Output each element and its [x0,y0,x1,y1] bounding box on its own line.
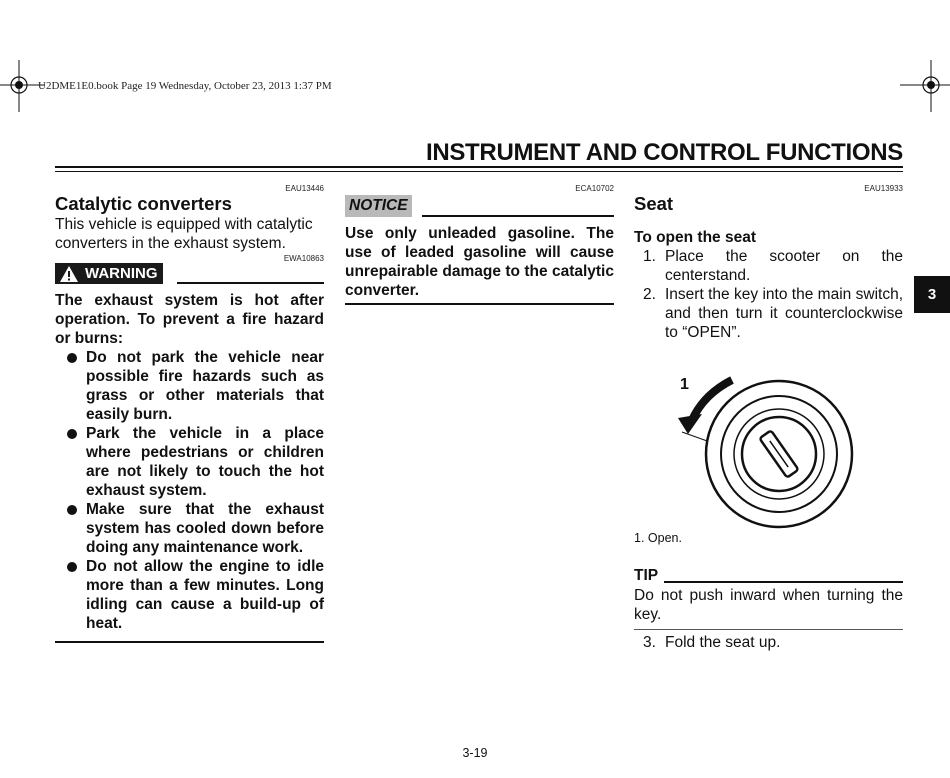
middle-column [345,184,614,300]
warning-bullet [55,500,324,557]
left-column [55,184,324,633]
section-title: INSTRUMENT AND CONTROL FUNCTIONS [425,139,903,166]
warning-lead: The exhaust system is hot after operation. To prevent a fire hazard or burns: [55,292,324,347]
notice-badge: NOTICE [345,195,412,217]
bullet-text: Do not park the vehicle near possible fire hazards such as grass or other materials that easily burn. [86,349,324,423]
section-code: EAU13446 [285,184,324,193]
step-number: 1. [643,248,656,265]
page-number: 3-19 [462,746,488,760]
warning-header [55,263,324,287]
header-rule [55,166,903,168]
notice-code: ECA10702 [575,184,614,193]
bullet-dot-icon [67,562,77,572]
tip-text: Do not push inward when turning the key. [634,587,903,623]
step-item [634,285,903,342]
arrow-head-icon [678,414,702,434]
key-switch-figure [664,362,854,532]
seat-code: EAU13933 [864,184,903,193]
warning-code: EWA10863 [283,254,324,263]
bullet-text: Do not allow the engine to idle more than a few minutes. Long idling can cause a build-up of heat. [86,558,324,632]
bullet-text: Park the vehicle in a place where pedestrians or children are not likely to touch the hot exhaust system. [86,425,324,499]
right-column [634,184,903,342]
warning-bullet [55,424,324,500]
intro-text: This vehicle is equipped with catalytic converters in the exhaust system. [55,216,313,252]
warning-bullet [55,557,324,633]
steps-list-continued [634,633,903,652]
step-number: 2. [643,286,656,303]
tip-rule [664,581,903,583]
bullet-dot-icon [67,505,77,515]
bullet-dot-icon [67,353,77,363]
chapter-tab: 3 [914,276,950,313]
notice-header [345,195,614,219]
notice-text: Use only unleaded gasoline. The use of leaded gasoline will cause unrepairable damage to the catalytic converter. [345,225,614,299]
warning-bullets [55,348,324,633]
warning-end-rule [55,641,324,643]
step-text: Place the scooter on the centerstand. [665,248,903,284]
heading-seat: Seat [634,193,674,214]
tip-end-rule [634,629,903,630]
notice-end-rule [345,303,614,305]
warning-bullet [55,348,324,424]
figure-caption: 1. Open. [634,531,682,545]
bullet-dot-icon [67,429,77,439]
notice-rule [422,215,614,217]
step-number: 3. [643,634,656,651]
tip-header [634,567,903,587]
step-item [634,247,903,285]
tip-label: TIP [634,567,659,584]
file-info: U2DME1E0.book Page 19 Wednesday, October 23, 2013 1:37 PM [38,80,332,92]
heading-catalytic-converters: Catalytic converters [55,193,232,214]
step-item [634,633,903,652]
step-text: Fold the seat up. [665,634,781,651]
warning-rule [177,282,324,284]
header-rule-thin [55,171,903,172]
steps-list [634,247,903,342]
registration-mark-right [890,60,950,120]
subheading-open-seat: To open the seat [634,229,757,246]
warning-label: WARNING [85,265,158,282]
warning-badge [55,263,163,284]
warning-triangle-icon [59,265,79,283]
callout-number: 1 [680,376,689,393]
bullet-text: Make sure that the exhaust system has cooled down before doing any maintenance work. [86,501,324,556]
step-text: Insert the key into the main switch, and then turn it counterclockwise to “OPEN”. [665,286,903,341]
